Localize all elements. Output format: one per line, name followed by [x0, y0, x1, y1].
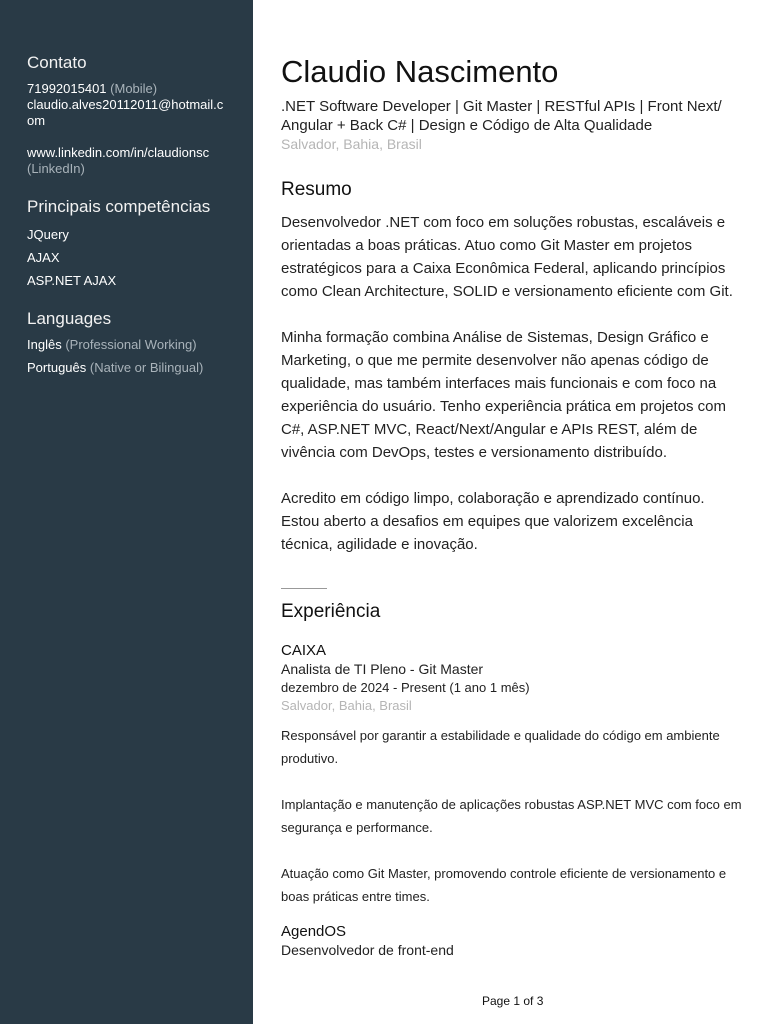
contact-title: Contato: [27, 53, 87, 72]
skill-item: JQuery: [27, 227, 69, 242]
job-role: Analista de TI Pleno - Git Master: [281, 661, 484, 677]
phone-type: (Mobile): [110, 81, 158, 96]
job-entry: [281, 641, 743, 908]
job-description: Atuação como Git Master, promovendo controle eficiente de versionamento e boas práticas entre times.: [281, 866, 727, 904]
job-company: AgendOS: [281, 923, 347, 940]
profile-name: Claudio Nascimento: [281, 54, 559, 89]
profile-headline: .NET Software Developer | Git Master | RESTful APIs | Front Next/ Angular + Back C# | Design e Código de Alta Qualidade: [281, 98, 722, 134]
job-dates: dezembro de 2024 - Present (1 ano 1 mês): [281, 680, 530, 695]
section-divider: [281, 588, 327, 589]
job-location: Salvador, Bahia, Brasil: [281, 698, 412, 713]
page-number: Page 1 of 3: [482, 994, 544, 1008]
language-item: [27, 337, 227, 353]
language-level: (Native or Bilingual): [89, 360, 204, 375]
phone: [27, 81, 227, 97]
languages-title: Languages: [27, 309, 112, 328]
language-name: Inglês: [27, 337, 62, 352]
linkedin-link[interactable]: www.linkedin.com/in/claudionsc: [27, 145, 210, 160]
job-role: Desenvolvedor de front-end: [281, 942, 454, 958]
job-company: CAIXA: [281, 642, 327, 659]
linkedin-type: (LinkedIn): [27, 161, 85, 176]
skill-item: ASP.NET AJAX: [27, 273, 117, 288]
sidebar: [0, 0, 253, 1024]
language-item: [27, 360, 227, 376]
experience-title: Experiência: [281, 601, 381, 622]
main-content: [281, 52, 743, 960]
profile-location: Salvador, Bahia, Brasil: [281, 136, 422, 152]
phone-number: 71992015401: [27, 81, 107, 96]
job-description: Responsável por garantir a estabilidade e qualidade do código em ambiente produtivo.: [281, 728, 720, 766]
summary-paragraph: Acredito em código limpo, colaboração e aprendizado contínuo. Estou aberto a desafios em equipes que valorizem excelência técnica, agilidade e inovação.: [281, 490, 705, 553]
job-entry: [281, 922, 743, 960]
summary-paragraph: Minha formação combina Análise de Sistemas, Design Gráfico e Marketing, o que me permite desenvolver não apenas código de qualidade, mas também interfaces mais funcionais e com foco na experiência do usuário. Tenho experiência prática em projetos com C#, ASP.NET MVC, React/Next/Angular e APIs REST, além de vivência com DevOps, testes e versionamento distribuído.: [281, 329, 726, 461]
job-description: Implantação e manutenção de aplicações robustas ASP.NET MVC com foco em segurança e performance.: [281, 797, 742, 835]
email-link[interactable]: claudio.alves20112011@hotmail.com: [27, 97, 224, 128]
language-name: Português: [27, 360, 87, 375]
summary-paragraph: Desenvolvedor .NET com foco em soluções robustas, escaláveis e orientadas a boas práticas. Atuo como Git Master em projetos estratégicos para a Caixa Econômica Federal, aplicando princípios como Clean Architecture, SOLID e versionamento eficiente com Git.: [281, 214, 733, 300]
skills-title: Principais competências: [27, 197, 211, 216]
summary-title: Resumo: [281, 179, 352, 200]
skill-item: AJAX: [27, 250, 60, 265]
language-level: (Professional Working): [65, 337, 197, 352]
